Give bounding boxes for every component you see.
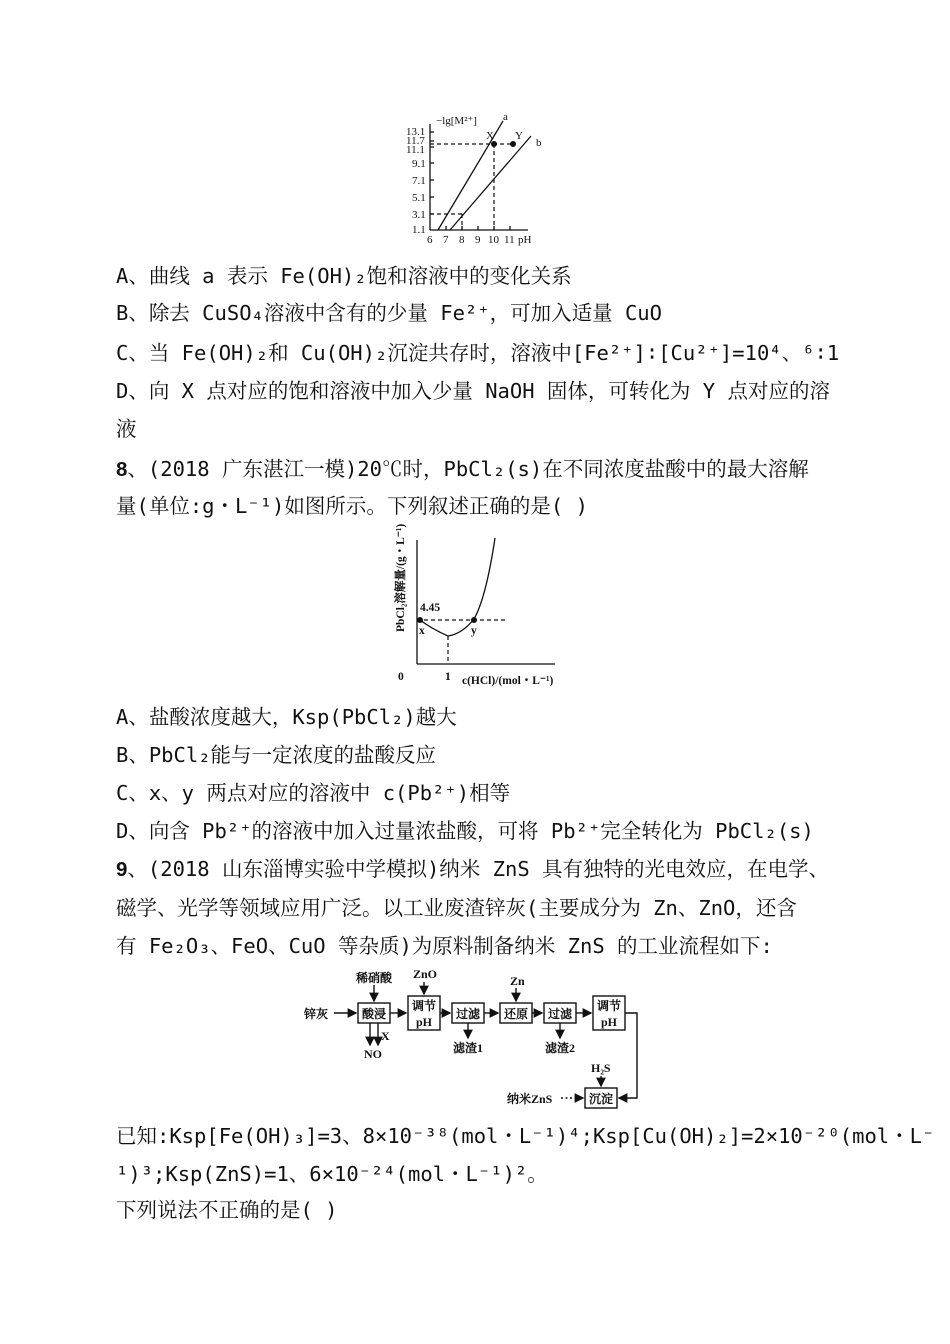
q9-known-line1: 已知:Ksp[Fe(OH)₃]=3、8×10⁻³⁸(mol・L⁻¹)⁴;Ksp[Cu(OH)₂]=2×10⁻²⁰(mol・L⁻ bbox=[116, 1124, 935, 1148]
q8-stem-line2: 量(单位:g・L⁻¹)如图所示。下列叙述正确的是( ) bbox=[116, 494, 588, 518]
q9-stem-line3: 有 Fe₂O₃、FeO、CuO 等杂质)为原料制备纳米 ZnS 的工业流程如下: bbox=[116, 934, 773, 958]
fig2-value-label: 4.45 bbox=[420, 602, 441, 614]
fig2-point-y-label: y bbox=[471, 625, 477, 637]
q9-question bbox=[116, 1196, 338, 1224]
flow-residue1: 滤渣1 bbox=[453, 1041, 484, 1055]
flow-step1: 酸浸 bbox=[362, 1007, 387, 1021]
q8-option-c-text: C、x、y 两点对应的溶液中 c(Pb²⁺)相等 bbox=[116, 781, 511, 805]
q8-option-a-text: A、盐酸浓度越大，Ksp(PbCl₂)越大 bbox=[116, 705, 457, 729]
flow-raw: 锌灰 bbox=[304, 1007, 329, 1021]
flow-zno: ZnO bbox=[413, 967, 438, 981]
fig1-tick-1.1: 1.1 bbox=[412, 224, 426, 236]
fig1-x-label: pH bbox=[518, 234, 532, 246]
flow-residue2: 滤渣2 bbox=[545, 1041, 576, 1055]
q7-option-b-text: B、除去 CuSO₄溶液中含有的少量 Fe²⁺，可加入适量 CuO bbox=[116, 301, 662, 325]
flow-step6-a: 调节 bbox=[597, 999, 622, 1013]
fig1-point-y-label: Y bbox=[515, 130, 523, 142]
fig1-point-x-label: X bbox=[486, 130, 494, 142]
fig1-xtick-11: 11 bbox=[504, 234, 515, 246]
fig1-tick-9.1: 9.1 bbox=[412, 158, 426, 170]
q9-number: 9 bbox=[116, 858, 128, 881]
q7-option-a-text: A、曲线 a 表示 Fe(OH)₂饱和溶液中的变化关系 bbox=[116, 264, 572, 288]
q8-stem-line1: 、(2018 广东湛江一模)20℃时，PbCl₂(s)在不同浓度盐酸中的最大溶解 bbox=[127, 457, 809, 481]
flow-step6-b: pH bbox=[601, 1015, 618, 1029]
fig1-xtick-7: 7 bbox=[443, 234, 449, 246]
flow-acid: 稀硝酸 bbox=[356, 971, 393, 985]
q8-option-b-text: B、PbCl₂能与一定浓度的盐酸反应 bbox=[116, 743, 437, 767]
flow-step3: 过滤 bbox=[456, 1007, 481, 1021]
fig1-xtick-10: 10 bbox=[488, 234, 499, 246]
flow-product: 纳米ZnS bbox=[507, 1092, 553, 1106]
q8-number: 8 bbox=[116, 458, 128, 481]
fig1-curve-a-label: a bbox=[503, 111, 508, 123]
fig2-y-label: PbCl₂溶解量/(g・L⁻¹) bbox=[395, 523, 407, 632]
q9-stem-line1: 、(2018 山东淄博实验中学模拟)纳米 ZnS 具有独特的光电效应，在电学、 bbox=[127, 857, 830, 881]
fig1-y-label: −lg[M²⁺] bbox=[436, 115, 477, 127]
flow-step4: 还原 bbox=[504, 1007, 529, 1021]
fig2-origin-label: 0 bbox=[398, 671, 404, 683]
q8-option-d-text: D、向含 Pb²⁺的溶液中加入过量浓盐酸，可将 Pb²⁺完全转化为 PbCl₂(s) bbox=[116, 819, 814, 843]
q9-known-line2: ¹)³;Ksp(ZnS)=1、6×10⁻²⁴(mol・L⁻¹)²。 bbox=[116, 1162, 548, 1186]
fig1-tick-3.1: 3.1 bbox=[412, 209, 426, 221]
flow-step2-b: pH bbox=[416, 1015, 433, 1029]
flow-step2-a: 调节 bbox=[412, 999, 437, 1013]
flow-step7: 沉淀 bbox=[589, 1092, 614, 1106]
flow-x-label: X bbox=[381, 1029, 390, 1043]
q9-question-text: 下列说法不正确的是( ) bbox=[116, 1198, 338, 1222]
fig1-xtick-9: 9 bbox=[475, 234, 481, 246]
fig1-tick-5.1: 5.1 bbox=[412, 192, 426, 204]
flow-zn: Zn bbox=[510, 974, 525, 988]
q9-known-2 bbox=[116, 1160, 548, 1188]
fig1-curve-b-label: b bbox=[536, 137, 542, 149]
fig1-xtick-6: 6 bbox=[427, 234, 433, 246]
q7-option-d-text: D、向 X 点对应的饱和溶液中加入少量 NaOH 固体，可转化为 Y 点对应的溶 bbox=[116, 379, 830, 403]
fig1-tick-13.1: 13.1 bbox=[406, 126, 426, 138]
fig2-x-label: c(HCl)/(mol・L⁻¹) bbox=[462, 675, 554, 687]
fig1-tick-11.1: 11.1 bbox=[406, 144, 425, 156]
flow-step5: 过滤 bbox=[548, 1007, 573, 1021]
flow-h2s: H₂S bbox=[591, 1061, 611, 1075]
fig2-point-x-label: x bbox=[419, 625, 425, 637]
fig1-tick-11.7: 11.7 bbox=[406, 135, 425, 147]
q7-option-d-text-cont: 液 bbox=[116, 417, 137, 441]
flow-no-label: NO bbox=[364, 1047, 382, 1061]
q9-stem-line2: 磁学、光学等领域应用广泛。以工业废渣锌灰(主要成分为 Zn、ZnO，还含 bbox=[116, 896, 797, 920]
q9-known-1 bbox=[116, 1122, 934, 1150]
fig1-xtick-8: 8 bbox=[459, 234, 465, 246]
q7-option-c-text: C、当 Fe(OH)₂和 Cu(OH)₂沉淀共存时，溶液中[Fe²⁺]∶[Cu²⁺]=10⁴、⁶∶1 bbox=[116, 341, 840, 365]
fig2-x-tick: 1 bbox=[445, 671, 451, 683]
fig1-tick-7.1: 7.1 bbox=[412, 175, 426, 187]
